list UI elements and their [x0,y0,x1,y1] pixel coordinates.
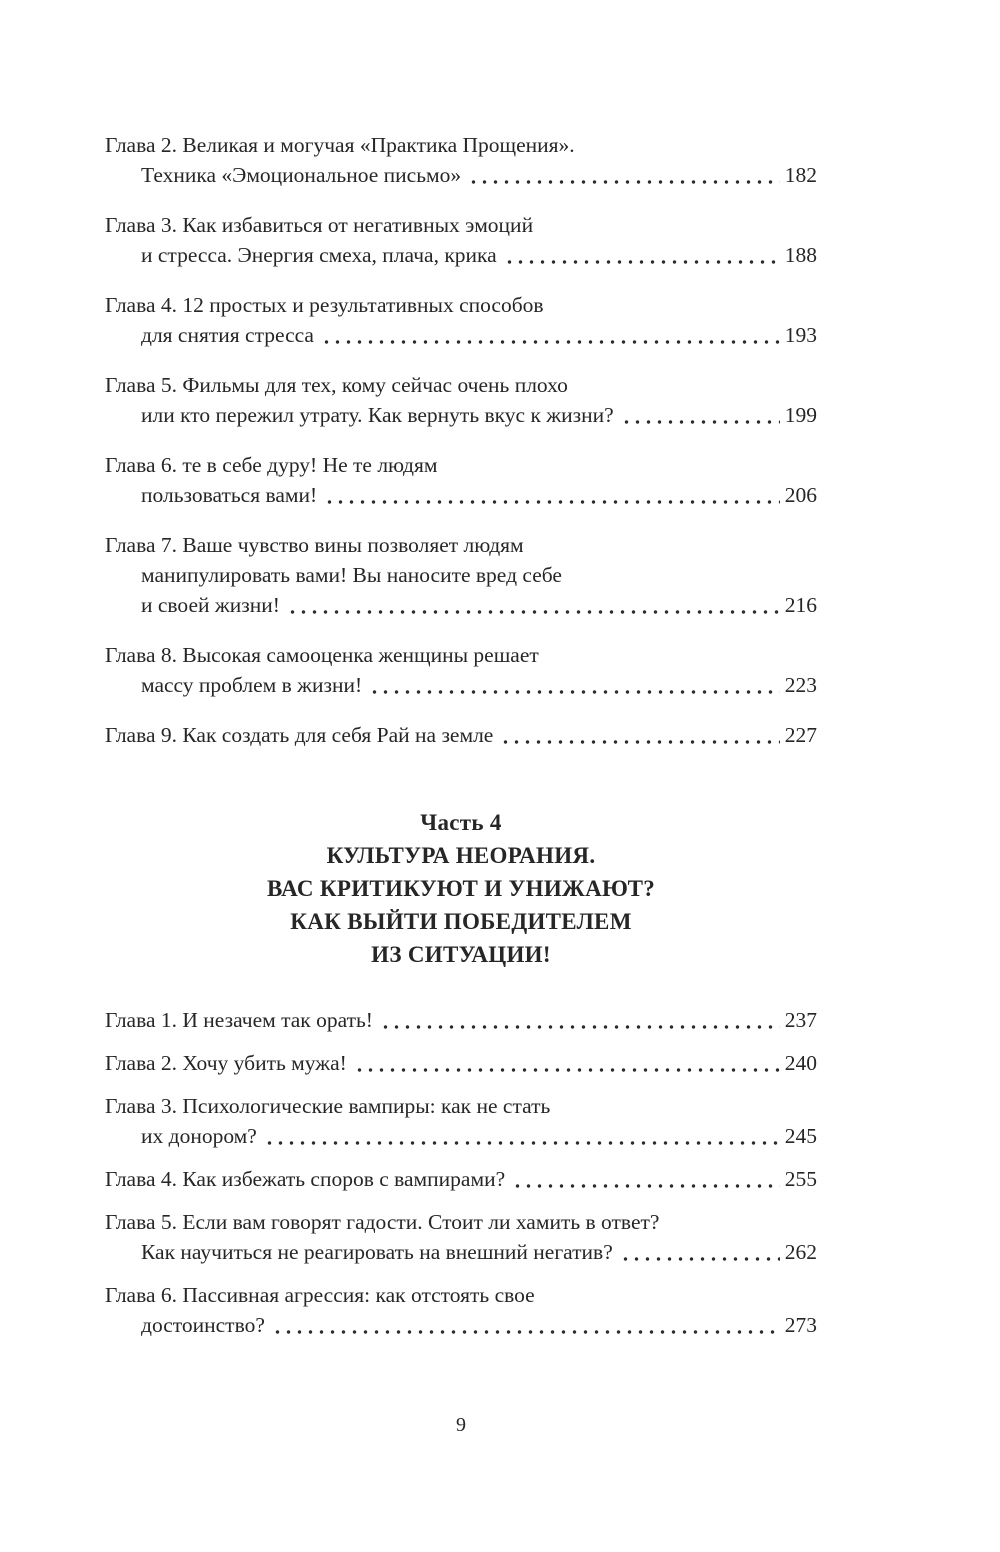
entry-line: Глава 5. Фильмы для тех, кому сейчас очень плохо [105,373,568,397]
entry-line: Глава 3. Как избавиться от негативных эмоций [105,213,534,237]
entry-last-line [105,1164,817,1194]
dot-leader [512,1184,780,1188]
entry-text: пользоваться вами! [141,483,318,507]
entry-last-line [105,670,817,700]
entry-last-line [105,1005,817,1035]
entry-last-line [105,720,817,750]
entry-text: Глава 9. Как создать для себя Рай на земле [105,723,494,747]
entry-text: достоинство? [141,1313,265,1337]
dot-leader [468,180,780,184]
page-number: 9 [456,1414,466,1436]
toc-entry [105,1207,817,1267]
toc-entry [105,1005,817,1035]
part-heading-line: КУЛЬТУРА НЕОРАНИЯ. [326,843,596,868]
entry-text: массу проблем в жизни! [141,673,363,697]
part-heading-line: ИЗ СИТУАЦИИ! [371,942,551,967]
dot-leader [264,1141,780,1145]
entry-line: Глава 2. Великая и могучая «Практика Прощения». [105,133,575,157]
page-ref: 262 [784,1240,817,1264]
entry-text: Глава 2. Хочу убить мужа! [105,1051,347,1075]
entry-last-line [105,400,817,430]
page-ref: 216 [784,593,817,617]
dot-leader [354,1068,780,1072]
dot-leader [324,500,780,504]
entry-last-line [105,320,817,350]
entry-line: Глава 6. Пассивная агрессия: как отстоять свое [105,1283,535,1307]
part-heading-line: Часть 4 [420,810,502,835]
entry-text: для снятия стресса [141,323,314,347]
page-ref: 193 [784,323,817,347]
entry-last-line [105,1121,817,1151]
entry-line: Глава 3. Психологические вампиры: как не стать [105,1094,551,1118]
toc-content [105,130,817,1353]
toc-entry [105,1280,817,1340]
dot-leader [287,610,780,614]
dot-leader [620,1257,780,1261]
entry-line: Глава 8. Высокая самооценка женщины решает [105,643,539,667]
page-ref: 188 [784,243,817,267]
entry-text: их донором? [141,1124,257,1148]
dot-leader [621,420,780,424]
entry-text: и стресса. Энергия смеха, плача, крика [141,243,497,267]
toc-entry [105,210,817,270]
entry-text: и своей жизни! [141,593,280,617]
entry-last-line [105,1237,817,1267]
part-heading [105,806,817,971]
page-ref: 255 [784,1167,817,1191]
page-ref: 273 [784,1313,817,1337]
entry-line: Глава 4. 12 простых и результативных способов [105,293,544,317]
part-heading-line: КАК ВЫЙТИ ПОБЕДИТЕЛЕМ [290,909,632,934]
entry-last-line [105,590,817,620]
entry-last-line [105,160,817,190]
page-ref: 245 [784,1124,817,1148]
toc-entry [105,530,817,620]
dot-leader [321,340,780,344]
toc-entry [105,290,817,350]
toc-entry [105,1091,817,1151]
toc-entry [105,130,817,190]
toc-section-1 [105,130,817,750]
dot-leader [500,740,779,744]
toc-entry [105,450,817,510]
toc-section-2 [105,1005,817,1340]
page-ref: 199 [784,403,817,427]
toc-entry [105,370,817,430]
entry-line: Глава 5. Если вам говорят гадости. Стоит ли хамить в ответ? [105,1210,660,1234]
entry-text: Глава 4. Как избежать споров с вампирами? [105,1167,506,1191]
entry-text: или кто пережил утрату. Как вернуть вкус к жизни? [141,403,614,427]
page-ref: 237 [784,1008,817,1032]
part-heading-line: ВАС КРИТИКУЮТ И УНИЖАЮТ? [266,876,656,901]
entry-text: Техника «Эмоциональное письмо» [141,163,462,187]
entry-last-line [105,240,817,270]
entry-line: Глава 6. те в себе дуру! Не те людям [105,453,438,477]
toc-entry [105,640,817,700]
toc-entry [105,720,817,750]
entry-text: Как научиться не реагировать на внешний негатив? [141,1240,613,1264]
toc-entry [105,1048,817,1078]
entry-last-line [105,480,817,510]
page-ref: 223 [784,673,817,697]
entry-last-line [105,1048,817,1078]
dot-leader [380,1025,780,1029]
entry-last-line [105,1310,817,1340]
page-ref: 182 [784,163,817,187]
entry-line: манипулировать вами! Вы наносите вред себе [141,563,562,587]
entry-text: Глава 1. И незачем так орать! [105,1008,373,1032]
dot-leader [369,690,780,694]
page-ref: 206 [784,483,817,507]
entry-line: Глава 7. Ваше чувство вины позволяет людям [105,533,524,557]
page-ref: 240 [784,1051,817,1075]
toc-entry [105,1164,817,1194]
dot-leader [504,260,780,264]
dot-leader [272,1330,780,1334]
page-ref: 227 [784,723,817,747]
